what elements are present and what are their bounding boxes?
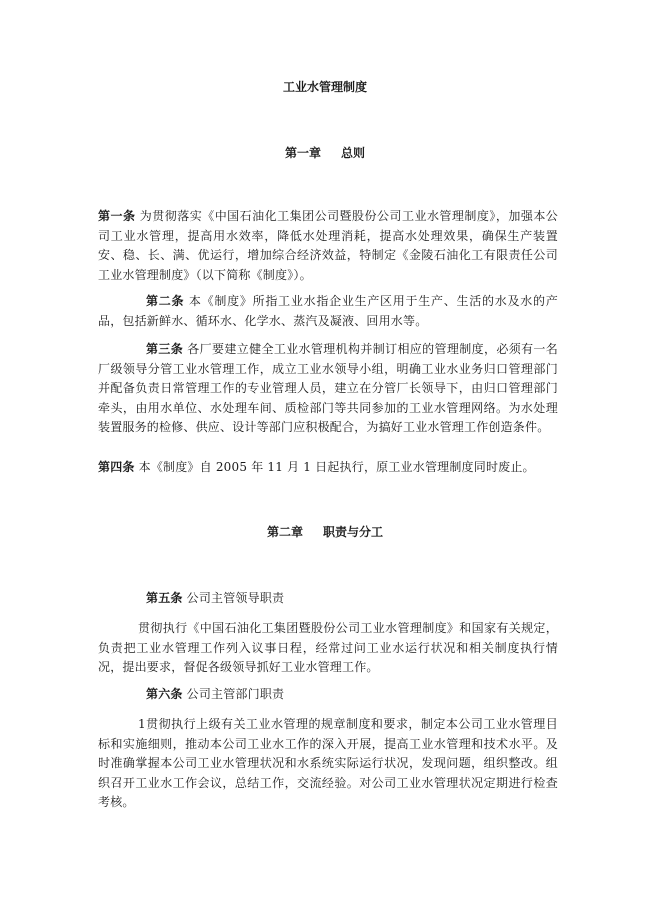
article-paragraph [98,292,558,331]
article-text: 本《制度》自 2005 年 11 月 1 日起执行，原工业水管理制度同时废止。 [138,460,535,474]
article-paragraph [98,458,558,478]
article-text: 为贯彻落实《中国石油化工集团公司暨股份公司工业水管理制度》，加强本公司工业水管理，提高用水效率，降低水处理消耗，提高水处理效果，确保生产装置安、稳、长、满、优运行，增加综合经济效益，特制定《金陵石油化工有限责任公司工业水管理制度》（以下简称《制度》）。 [98,209,559,282]
article-number: 第二条 [146,294,185,308]
article-paragraph [98,340,558,438]
article-text: 公司主管部门职责 [186,687,285,701]
chapter-name: 职责与分工 [323,525,384,539]
article-text: 本《制度》所指工业水指企业生产区用于生产、生活的水及水的产品，包括新鲜水、循环水、化学水、蒸汽及凝液、回用水等。 [98,294,558,328]
chapter-heading [0,525,650,539]
article-text: 各厂要建立健全工业水管理机构并制订相应的管理制度，必须有一名厂级领导分管工业水管理工作，成立工业水领导小组，明确工业水业务归口管理部门并配备负责日常管理工作的专业管理人员，建立在分管厂长领导下，由归口管理部门牵头，由用水单位、水处理车间、质检部门等共同参加的工业水管理网络。为水处理装置服务的检修、供应、设计等部门应积极配合，为搞好工业水管理工作创造条件。 [98,342,558,434]
chapter-number: 第一章 [284,146,321,160]
article-number: 第三条 [146,342,184,356]
article-text: 1贯彻执行上级有关工业水管理的规章制度和要求，制定本公司工业水管理目标和实施细则，推动本公司工业水工作的深入开展，提高工业水管理和技术水平。及时准确掌握本公司工业水管理状况和水系统实际运行状况，发现问题，组织整改。组织召开工业水工作会议，总结工作，交流经验。对公司工业水管理状况定期进行检查考核。 [98,717,558,809]
article-number: 第四条 [98,460,135,474]
chapter-number: 第二章 [266,525,303,539]
article-number: 第一条 [98,209,136,223]
article-text: 公司主管领导职责 [186,591,285,605]
article-body [98,619,558,678]
article-number: 第六条 [146,687,183,701]
article-paragraph [98,207,558,285]
article-text: 贯彻执行《中国石油化工集团暨股份公司工业水管理制度》和国家有关规定，负责把工业水管理工作列入议事日程，经常过问工业水运行状况和相关制度执行情况，提出要求，督促各级领导抓好工业水管理工作。 [98,621,558,674]
chapter-name: 总则 [341,146,366,160]
article-body [98,715,558,813]
document-title: 工业水管理制度 [282,80,367,94]
article-paragraph [146,589,558,609]
chapter-heading [0,146,650,160]
article-number: 第五条 [146,591,183,605]
article-paragraph [146,685,558,705]
